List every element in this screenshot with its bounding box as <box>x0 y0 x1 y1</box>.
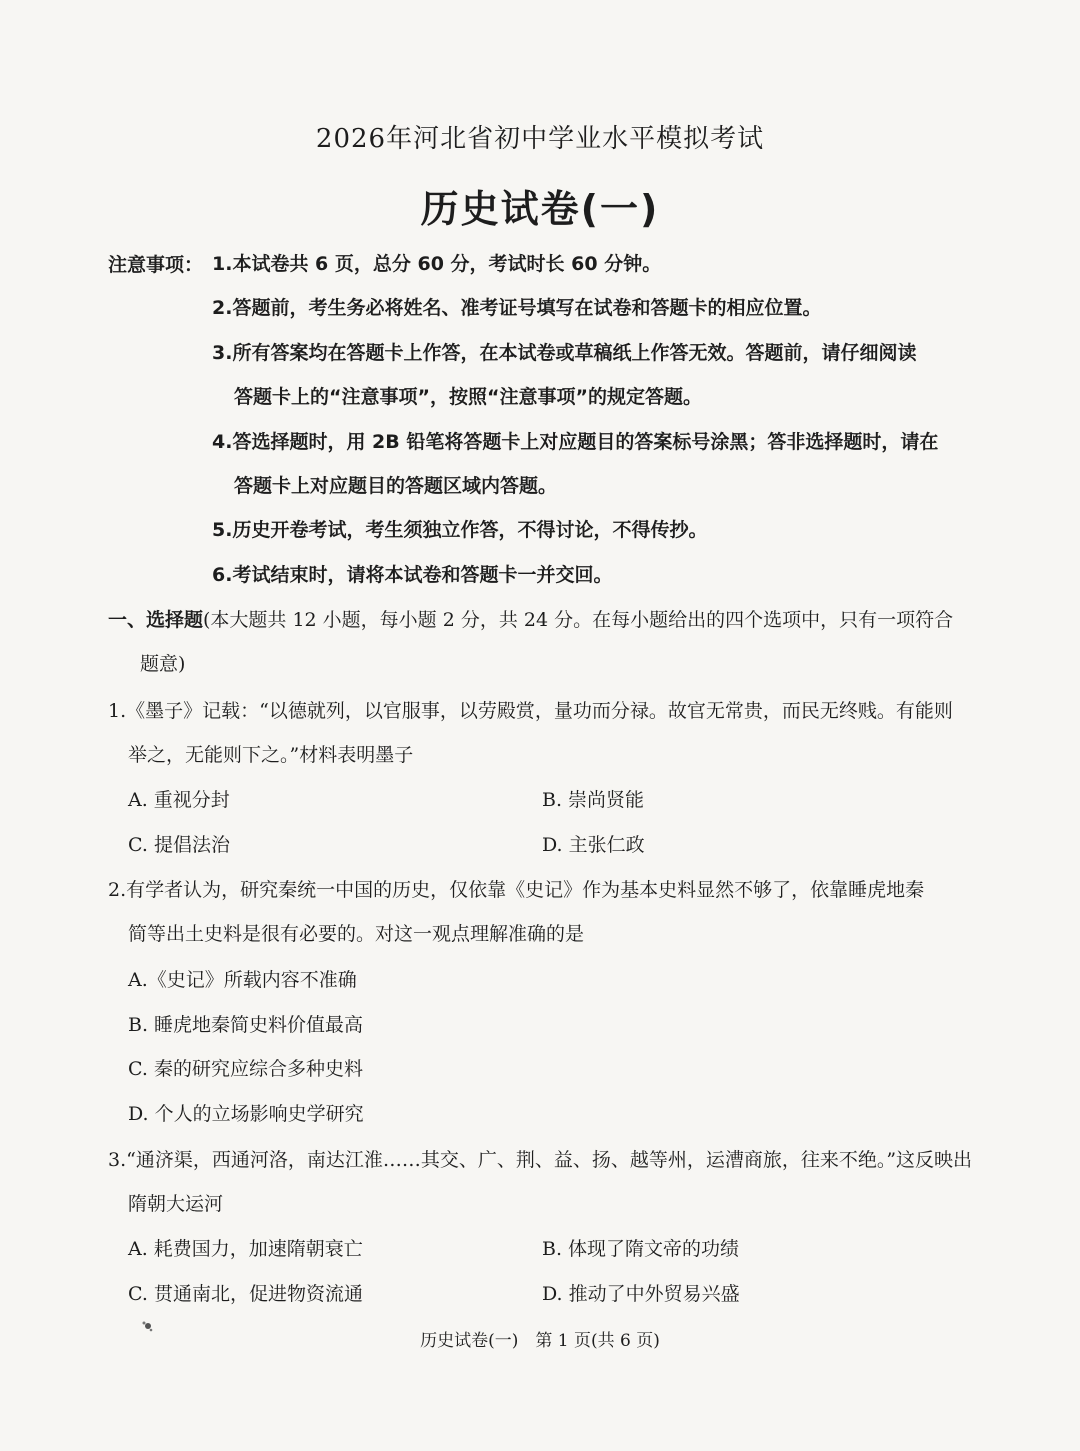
section-heading-line <box>108 598 978 642</box>
notice-label: 注意事项： <box>108 254 204 276</box>
notice-item-3 <box>212 331 972 419</box>
question-3-option-d: D. 推动了中外贸易兴盛 <box>542 1283 740 1305</box>
question-stem-cont: 简等出土史料是很有必要的。对这一观点理解准确的是 <box>128 923 585 945</box>
section-heading: 一、选择题 <box>108 609 204 631</box>
question-2-option-b: B. 睡虎地秦简史料价值最高 <box>128 1014 364 1036</box>
notice-item-text: 2.答题前，考生务必将姓名、准考证号填写在试卷和答题卡的相应位置。 <box>212 297 822 319</box>
notice-item-6 <box>212 553 972 597</box>
paper-title: 历史试卷(一) <box>420 187 660 231</box>
section-desc: (本大题共 12 小题，每小题 2 分，共 24 分。在每小题给出的四个选项中，只有一项符合 <box>203 609 954 631</box>
question-3-option-b: B. 体现了隋文帝的功绩 <box>542 1238 740 1260</box>
question-stem: 1.《墨子》记载：“以德就列，以官服事，以劳殿赏，量功而分禄。故官无常贵，而民无终贱。有能则 <box>108 700 953 722</box>
notice-item-text: 4.答选择题时，用 2B 铅笔将答题卡上对应题目的答案标号涂黑；答非选择题时，请在 <box>212 431 939 453</box>
notice-item-text: 1.本试卷共 6 页，总分 60 分，考试时长 60 分钟。 <box>212 253 662 275</box>
question-stem-cont: 隋朝大运河 <box>128 1193 224 1215</box>
question-1-option-c: C. 提倡法治 <box>128 834 230 856</box>
notice-item-1 <box>212 242 972 286</box>
question-2-option-a: A.《史记》所载内容不准确 <box>128 969 357 991</box>
question-stem-cont: 举之，无能则下之。”材料表明墨子 <box>128 744 414 766</box>
question-2-option-c: C. 秦的研究应综合多种史料 <box>128 1058 363 1080</box>
question-2 <box>108 868 978 956</box>
notice-item-text-cont: 答题卡上对应题目的答题区域内答题。 <box>234 475 558 497</box>
section-desc-cont: 题意) <box>140 653 186 675</box>
exam-name: 2026年河北省初中学业水平模拟考试 <box>315 124 765 154</box>
question-3 <box>108 1138 978 1226</box>
notice-item-text: 5.历史开卷考试，考生须独立作答，不得讨论，不得传抄。 <box>212 519 708 541</box>
question-1-option-b: B. 崇尚贤能 <box>542 789 645 811</box>
question-stem: 3.“通济渠，西通河洛，南达江淮……其交、广、荆、益、扬、越等州，运漕商旅，往来不绝。”这反映出 <box>108 1149 973 1171</box>
section-choice <box>108 598 978 686</box>
question-2-option-d: D. 个人的立场影响史学研究 <box>128 1103 364 1125</box>
question-3-option-a: A. 耗费国力，加速隋朝衰亡 <box>128 1238 363 1260</box>
notice-item-4 <box>212 420 972 508</box>
notice-item-text-cont: 答题卡上的“注意事项”，按照“注意事项”的规定答题。 <box>234 386 702 408</box>
notice-item-5 <box>212 508 972 552</box>
question-3-option-c: C. 贯通南北，促进物资流通 <box>128 1283 363 1305</box>
question-1 <box>108 689 978 777</box>
notice-item-2 <box>212 286 972 330</box>
notice-item-text: 3.所有答案均在答题卡上作答，在本试卷或草稿纸上作答无效。答题前，请仔细阅读 <box>212 342 917 364</box>
notice-item-text: 6.考试结束时，请将本试卷和答题卡一并交回。 <box>212 564 613 586</box>
question-1-option-a: A. 重视分封 <box>128 789 230 811</box>
question-1-option-d: D. 主张仁政 <box>542 834 645 856</box>
question-stem: 2.有学者认为，研究秦统一中国的历史，仅依靠《史记》作为基本史料显然不够了，依靠睡虎地秦 <box>108 879 925 901</box>
page-footer: 历史试卷(一) 第 1 页(共 6 页) <box>420 1331 660 1351</box>
